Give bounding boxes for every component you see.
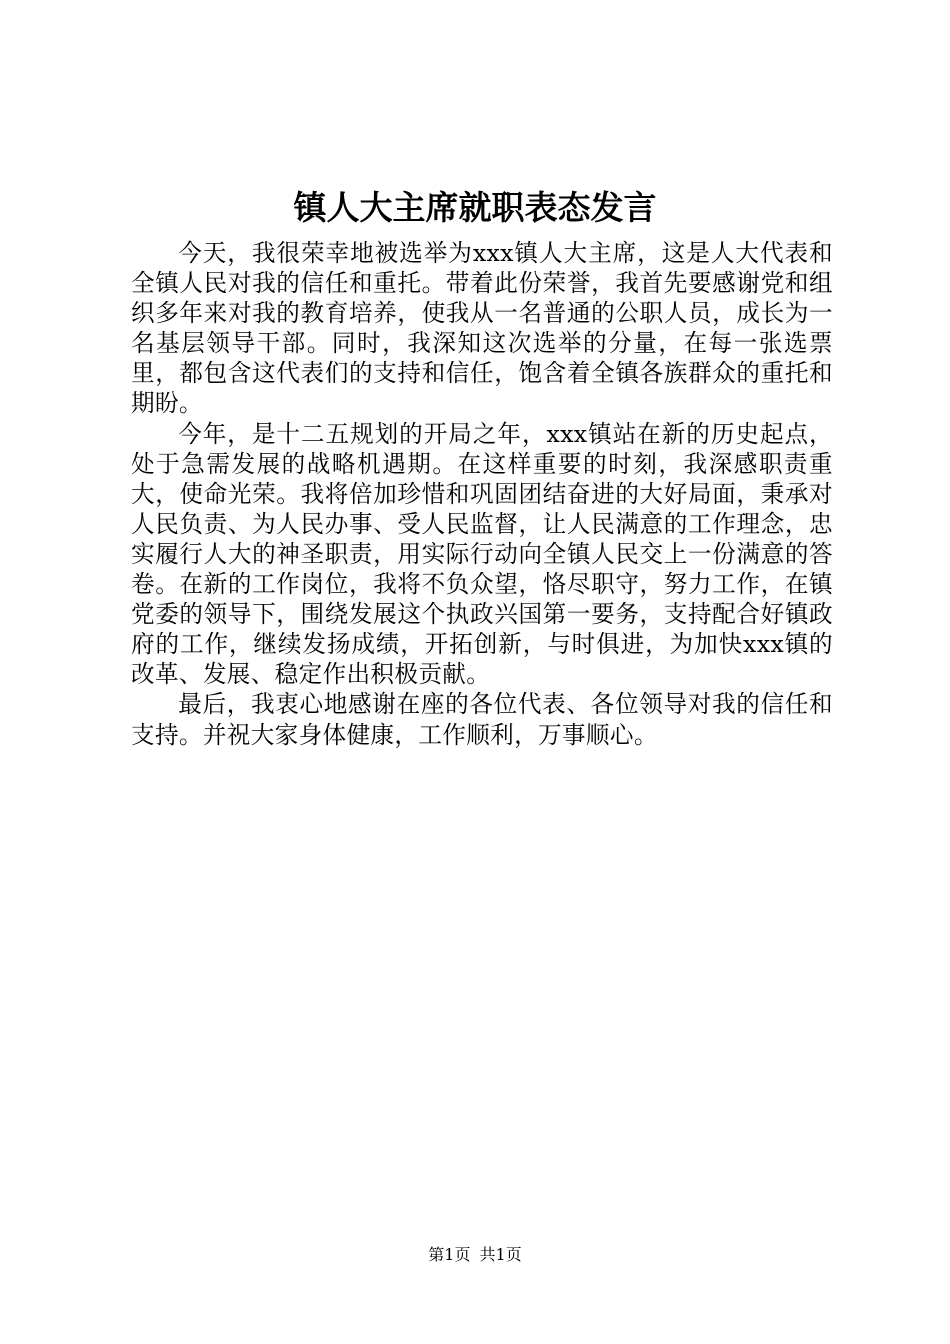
paragraph-commitment: 今年，是十二五规划的开局之年，xxx镇站在新的历史起点，处于急需发展的战略机遇期。在这样重要的时刻，我深感职责重大，使命光荣。我将倍加珍惜和巩固团结奋进的大好局面，秉承对人民负责、为人民办事、受人民监督，让人民满意的工作理念，忠实履行人大的神圣职责，用实际行动向全镇人民交上一份满意的答卷。在新的工作岗位，我将不负众望，恪尽职守，努力工作，在镇党委的领导下，围绕发展这个执政兴国第一要务，支持配合好镇政府的工作，继续发扬成绩，开拓创新，与时俱进，为加快xxx镇的改革、发展、稳定作出积极贡献。	[131, 419, 833, 689]
document-body	[131, 238, 833, 750]
paragraph-opening: 今天，我很荣幸地被选举为xxx镇人大主席，这是人大代表和全镇人民对我的信任和重托。带着此份荣誉，我首先要感谢党和组织多年来对我的教育培养，使我从一名普通的公职人员，成长为一名基层领导干部。同时，我深知这次选举的分量，在每一张选票里，都包含这代表们的支持和信任，饱含着全镇各族群众的重托和期盼。	[131, 239, 833, 418]
paragraph-closing: 最后，我衷心地感谢在座的各位代表、各位领导对我的信任和支持。并祝大家身体健康，工作顺利，万事顺心。	[131, 690, 833, 749]
page-number-total: 共1页	[479, 1245, 522, 1264]
document-title: 镇人大主席就职表态发言	[293, 188, 657, 227]
page-number-current: 第1页	[428, 1245, 471, 1264]
page-footer	[0, 1244, 950, 1266]
